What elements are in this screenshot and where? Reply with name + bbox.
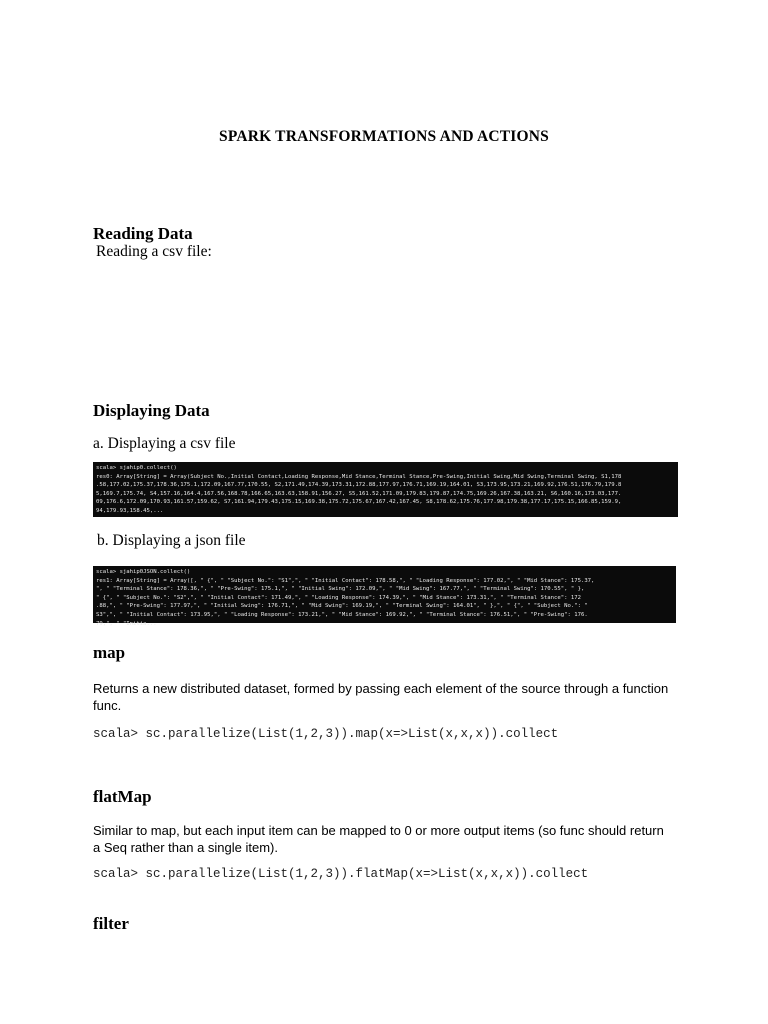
terminal-line: ", " "Terminal Stance": 178.36,", " "Pre-Swing": 175.1,", " "Initial Swing": 172.09,", " "Mid Swing": 167.77,", " "Terminal Swing": 170.55", " }, [96,586,585,593]
map-description-line: func. [93,697,122,713]
terminal-line: scala> sjahip0JSON.collect() [96,569,191,575]
terminal-line: 79,", " "Initia... [96,620,157,627]
flatmap-description [93,823,693,856]
flatmap-heading: flatMap [93,787,152,806]
terminal-line: .88,", " "Pre-Swing": 177.97,", " "Initial Swing": 176.71,", " "Mid Swing": 169.19,", " "Terminal Swing": 164.01", " },", " {", " "Subject No.": " [96,603,588,610]
terminal-line: .58,177.02,175.37,178.36,175.1,172.09,167.77,170.55, S2,171.49,174.39,173.31,172.88,177.97,176.71,169.19,164.01, S3,173.95,173.21,169.92,176.51,176.79,179.8 [96,482,622,489]
json-display-label: b. Displaying a json file [97,532,246,549]
terminal-line: scala> sjahip0.collect() [96,465,177,471]
displaying-data-heading: Displaying Data [93,401,210,420]
flatmap-description-line: a Seq rather than a single item). [93,839,278,855]
terminal-line: 94,179.93,158.45,... [96,507,164,514]
terminal-line: 09,176.6,172.09,170.93,161.57,159.62, S7,161.94,179.43,175.15,169.38,175.72,175.67,167.42,167.45, S8,178.62,175.76,177.98,179.38,177.17,175.15,166.85,159.9, [96,499,622,506]
map-heading: map [93,643,126,662]
filter-heading: filter [93,914,129,933]
terminal-line: res1: Array[String] = Array([, " {", " "Subject No.": "S1",", " "Initial Contact": 178.58,", " "Loading Response": 177.02,", " "Mid Stance": 175.37, [96,577,595,584]
flatmap-description-line: Similar to map, but each input item can be mapped to 0 or more output items (so func should return [93,823,664,838]
terminal-line: res0: Array[String] = Array(Subject No.,Initial Contact,Loading Response,Mid Stance,Terminal Stance,Pre-Swing,Initial Swing,Mid Swing,Terminal Swing, S1,178 [96,473,622,480]
csv-display-label: a. Displaying a csv file [93,435,236,452]
csv-terminal-screenshot [93,462,678,517]
terminal-line: S3",", " "Initial Contact": 173.95,", " "Loading Response": 173.21,", " "Mid Stance": 169.92,", " "Terminal Stance": 176.51,", " "Pre-Swing": 176. [96,611,588,618]
json-terminal-screenshot [93,566,676,627]
document-title: SPARK TRANSFORMATIONS AND ACTIONS [219,128,549,145]
reading-data-heading: Reading Data [93,224,193,243]
map-description-line: Returns a new distributed dataset, formed by passing each element of the source through a function [93,681,669,696]
flatmap-code-example: scala> sc.parallelize(List(1,2,3)).flatMap(x=>List(x,x,x)).collect [93,867,589,881]
terminal-line: " {", " "Subject No.": "S2",", " "Initial Contact": 171.49,", " "Loading Response": 174.39,", " "Mid Stance": 173.31,", " "Terminal Stance": 172 [96,594,581,601]
reading-csv-text: Reading a csv file: [96,243,212,260]
map-code-example: scala> sc.parallelize(List(1,2,3)).map(x=>List(x,x,x)).collect [93,727,559,741]
terminal-line: 5,169.7,175.74, S4,157.16,164.4,167.56,168.78,166.65,163.63,158.91,156.27, S5,161.52,171.09,179.83,179.87,174.75,169.26,167.38,163.21, S6,160.16,173.03,177. [96,490,622,497]
map-description [93,681,693,714]
